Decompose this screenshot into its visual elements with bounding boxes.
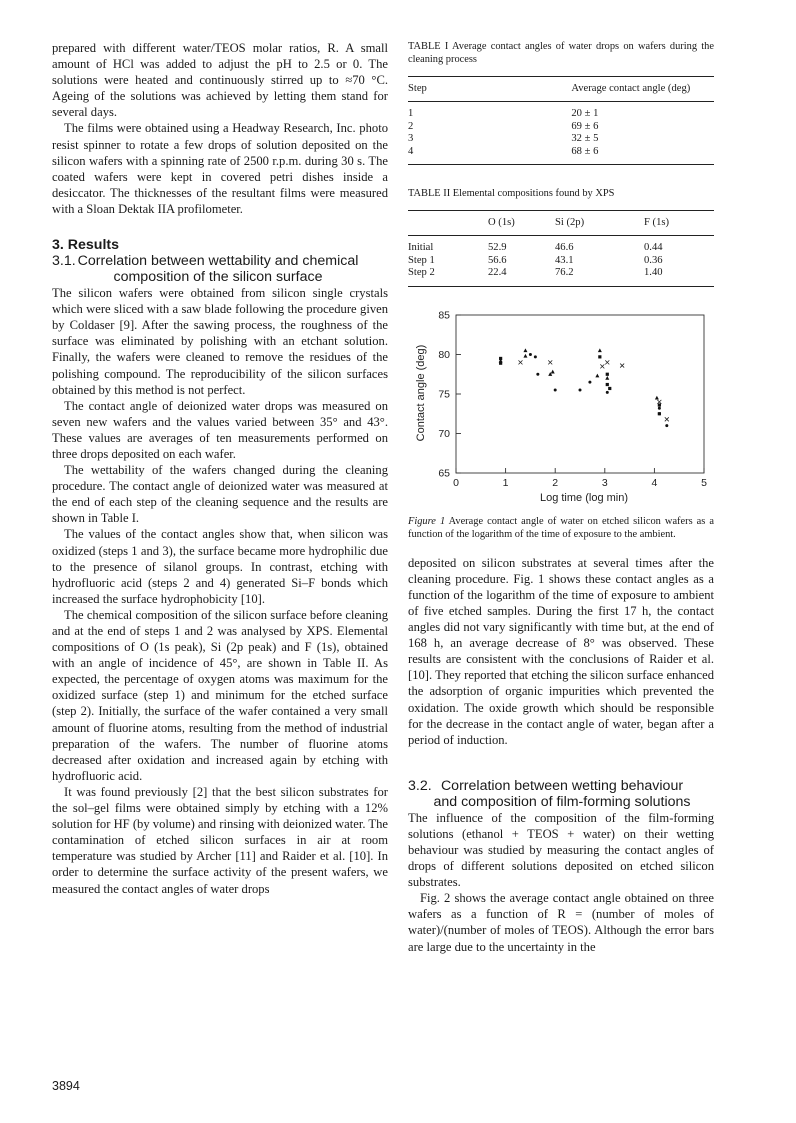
table-cell: 68 ± 6 (571, 145, 599, 157)
table-header-row (408, 77, 714, 102)
paragraph: Fig. 2 shows the average contact angle obtained on three wafers as a function of R = (number of moles of water)/(number of moles of TEOS). Although the error bars are large due to the uncertainty in the (408, 891, 714, 954)
data-point-square (658, 403, 661, 406)
table-cell: 4 (408, 145, 414, 157)
data-point-square (598, 355, 601, 358)
subsection-number: 3.1. (52, 253, 76, 270)
data-point-cross (518, 360, 522, 364)
subsection-title: Correlation between wettability and chemical composition of the silicon surface (77, 253, 359, 286)
x-axis-label: Log time (log min) (539, 491, 629, 504)
figure-1-chart (408, 305, 714, 505)
x-tick-label: 5 (701, 476, 707, 489)
figure-caption (408, 515, 714, 541)
table-caption: TABLE II Elemental compositions found by XPS (408, 188, 615, 200)
x-tick-label: 4 (651, 476, 658, 489)
paragraph: The films were obtained using a Headway Research, Inc. photo resist spinner to rotate a few drops of solution deposited on the silicon wafers with a spinning rate of 2500 r.p.m. during 30 s. The coated wafers were kept in covered petri dishes inside a desiccator. The thicknesses of the resultant films were measured with a Sloan Dektak IIA profilometer. (52, 121, 388, 216)
x-tick-label: 2 (552, 476, 559, 489)
y-tick-label: 65 (438, 467, 450, 480)
data-point-cross (657, 400, 661, 404)
table-header-cell: Si (2p) (555, 217, 585, 229)
table-row (408, 236, 714, 255)
data-point-cross (665, 417, 669, 421)
table-cell: 56.6 (488, 254, 507, 266)
table-header-row (408, 211, 714, 236)
y-tick-label: 80 (438, 348, 450, 361)
right-column (408, 40, 714, 955)
table-header-cell: Average contact angle (deg) (571, 83, 691, 94)
paragraph: deposited on silicon substrates at several times after the cleaning procedure. Fig. 1 shows these contact angles as a function of the logarithm of the time of exposure to ambient of five etched samples. During the first 17 h, the contact angles did not vary significantly with time but, at the end of 168 h, an average decrease of 8° was observed. These results are consistent with the conclusions of Raider et al. [10]. They reported that etching the silicon surface enhanced the adsorption of organic impurities which prevented the oxidation. The oxide growth which should be responsible for the decrease in the contact angle of water, began after a period of induction. (408, 555, 714, 747)
table-cell: 22.4 (488, 267, 507, 279)
table-cell: 0.44 (644, 242, 663, 254)
left-column (52, 40, 388, 897)
x-tick-label: 1 (502, 476, 509, 489)
x-tick-label: 0 (453, 476, 459, 489)
subsection-title: Correlation between wetting behaviour and composition of film-forming solutions (433, 777, 691, 810)
subsection-number: 3.2. (408, 777, 432, 794)
subsection-heading (52, 253, 388, 285)
subsection-heading (408, 778, 714, 810)
table-cell: 76.2 (555, 267, 574, 279)
table-header-cell: F (1s) (644, 217, 670, 229)
table-cell: 3 (408, 133, 414, 145)
table-header-cell: O (1s) (488, 217, 515, 229)
table-header-cell (408, 211, 488, 236)
data-point-circle (665, 424, 668, 427)
figure-caption-text: Average contact angle of water on etched silicon wafers as a function of the logarithm of the time of exposure to the ambient. (408, 515, 715, 540)
page-number: 3894 (52, 1079, 80, 1093)
section-heading: 3. Results (52, 237, 120, 254)
paragraph: The silicon wafers were obtained from silicon single crystals which were sliced with a saw blade following the procedure given by Coldaser [9]. After the sawing process, the roughness of the surface was eliminated by polishing with an etchant solution. Finally, the wafers were cleaned to remove the residues of the polishing compound. The reproducibility of the silicon surfaces obtained by this method is not perfect. (52, 286, 388, 397)
y-axis-label: Contact angle (deg) (415, 344, 427, 441)
table-cell: 46.6 (555, 242, 574, 254)
data-point-circle (534, 355, 537, 358)
figure-label: Figure 1 (408, 515, 446, 527)
table-cell: Step 2 (408, 267, 435, 279)
plot-frame (456, 315, 704, 473)
x-tick-label: 3 (601, 476, 608, 489)
data-point-circle (588, 380, 591, 383)
table-row (408, 255, 714, 267)
table-row (408, 267, 714, 286)
data-point-triangle (595, 373, 599, 377)
table-row (408, 121, 714, 133)
paragraph: The wettability of the wafers changed during the cleaning procedure. The contact angle of deionized water was measured at the end of each step of the cleaning sequence and the results are shown in Table I. (52, 463, 388, 526)
table-header-cell: Step (408, 83, 427, 94)
data-point-cross (605, 360, 609, 364)
table-2 (408, 210, 714, 287)
data-point-cross (600, 364, 604, 368)
paragraph: The values of the contact angles show that, when silicon was oxidized (steps 1 and 3), the surface became more hydrophilic due to the presence of silanol groups. In contrast, etching with hydrofluoric acid (steps 2 and 4) generated Si–F bonds which increased the surface hydrophobicity [10]. (52, 527, 388, 606)
data-point-cross (620, 363, 624, 367)
paragraph: It was found previously [2] that the best silicon substrates for the sol–gel films were obtained simply by etching with a 12% solution for HF (by volume) and rinsing with deionized water. The contamination of etched silicon surfaces in air at room temperature was studied by Archer [11] and Raider et al. [10]. In order to determine the surface activity of the present wafers, we measured the contact angles of water drops (52, 784, 388, 896)
table-cell: 0.36 (644, 254, 663, 266)
data-point-square (606, 383, 609, 386)
table-cell: 1.40 (644, 267, 663, 279)
paragraph: The chemical composition of the silicon surface before cleaning and at the end of steps 1 and 2 was analysed by XPS. Elemental compositions of O (1s peak), Si (2p peak) and F (1s), obtained with an angle of incidence of 45°, are shown in Table II. As expected, the percentage of oxygen atoms was maximum for the oxidized surface (step 1) and minimum for the etched surface (step 2). Initially, the surface of the wafer contained a very small amount of fluorine atoms, resulting from the method of industrial preparation of the wafers. The number of fluorine atoms decreased after oxidation and increased again by etching with hydrofluoric acid. (52, 607, 388, 783)
table-row (408, 133, 714, 145)
data-point-circle (606, 391, 609, 394)
table-cell: 69 ± 6 (571, 120, 599, 132)
data-point-triangle (523, 348, 527, 352)
y-tick-label: 85 (438, 309, 450, 322)
data-point-triangle (551, 369, 555, 373)
data-point-triangle (605, 376, 609, 380)
data-point-square (608, 387, 611, 390)
data-point-cross (548, 360, 552, 364)
table-caption: TABLE I Average contact angles of water drops on wafers during the cleaning process (408, 41, 714, 65)
data-point-circle (579, 388, 582, 391)
table-cell: 43.1 (555, 254, 574, 266)
data-point-triangle (598, 348, 602, 352)
y-tick-label: 75 (438, 388, 450, 401)
data-point-square (606, 372, 609, 375)
paragraph: prepared with different water/TEOS molar ratios, R. A small amount of HCl was added to adjust the pH to 2.5 or 0. The solutions were heated and continuously stirred up to ≈70 °C. Ageing of the solutions was achieved by letting them stand for several days. (52, 41, 388, 120)
paragraph: The influence of the composition of the film-forming solutions (ethanol + TEOS + water) on their wetting behaviour was studied by measuring the contact angles of drops of different solutions deposited on etched silicon substrates. (408, 810, 714, 890)
table-cell: 20 ± 1 (571, 108, 599, 120)
table-cell: 52.9 (488, 242, 507, 254)
data-point-circle (658, 406, 661, 409)
y-tick-label: 70 (438, 427, 450, 440)
data-point-triangle (655, 395, 659, 399)
table-row (408, 146, 714, 165)
data-point-circle (529, 353, 532, 356)
table-cell: Initial (408, 242, 434, 254)
table-cell: 1 (408, 108, 414, 120)
table-row (408, 102, 714, 121)
table-cell: Step 1 (408, 254, 435, 266)
table-cell: 2 (408, 120, 414, 132)
data-point-circle (554, 388, 557, 391)
data-point-circle (658, 412, 661, 415)
data-point-triangle (523, 354, 527, 358)
data-point-circle (536, 372, 539, 375)
table-cell: 32 ± 5 (571, 133, 599, 145)
table-1 (408, 76, 714, 165)
paragraph: The contact angle of deionized water drops was measured on seven new wafers and the values varied between 35° and 43°. These values are averages of ten measurements performed on three drops deposited on each wafer. (52, 398, 388, 461)
